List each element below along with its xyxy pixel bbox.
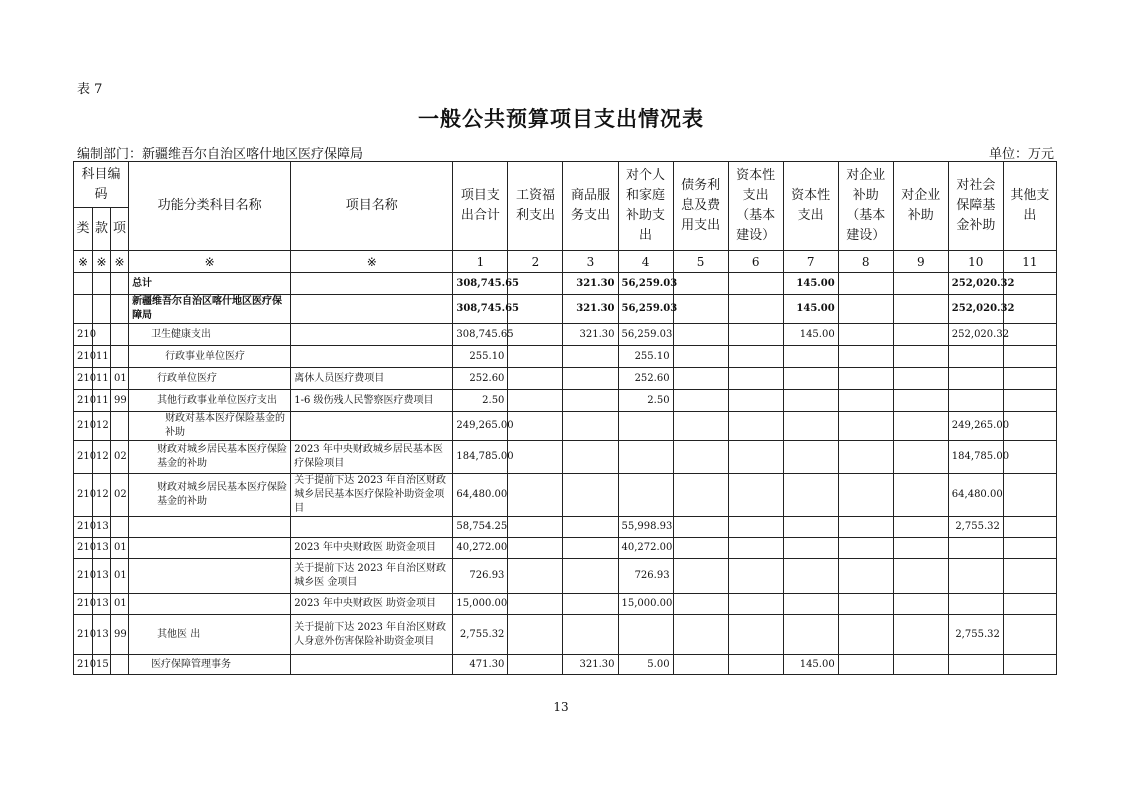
cell-lei: 210 xyxy=(74,441,93,474)
cell-social-security: 2,755.32 xyxy=(948,615,1003,655)
cell-enterprise xyxy=(893,474,948,517)
cell-enterprise xyxy=(893,594,948,615)
cell-func-name: 其他医 出 xyxy=(129,615,291,655)
cell-xiang xyxy=(111,412,129,441)
cell-debt xyxy=(673,368,728,390)
cell-project: 2023 年中央财政城乡居民基本医疗保险项目 xyxy=(291,441,453,474)
cell-xiang: 99 xyxy=(111,615,129,655)
cell-salary xyxy=(508,390,563,412)
cell-total: 471.30 xyxy=(453,655,508,675)
cell-debt xyxy=(673,324,728,346)
cell-debt xyxy=(673,273,728,295)
cell-kuan: 13 xyxy=(93,538,111,559)
marker-cell: 4 xyxy=(618,251,673,273)
marker-cell: 10 xyxy=(948,251,1003,273)
cell-kuan: 13 xyxy=(93,559,111,594)
cell-salary xyxy=(508,412,563,441)
cell-other xyxy=(1003,594,1056,615)
cell-debt xyxy=(673,346,728,368)
cell-func-name: 卫生健康支出 xyxy=(129,324,291,346)
cell-total: 58,754.25 xyxy=(453,517,508,538)
cell-project xyxy=(291,517,453,538)
cell-project xyxy=(291,324,453,346)
table-number: 表 7 xyxy=(77,82,103,97)
cell-total: 40,272.00 xyxy=(453,538,508,559)
cell-total: 15,000.00 xyxy=(453,594,508,615)
expenditure-table xyxy=(73,161,1057,675)
cell-goods xyxy=(563,559,618,594)
page-title: 一般公共预算项目支出情况表 xyxy=(418,106,704,131)
cell-other xyxy=(1003,474,1056,517)
cell-enterprise-construction xyxy=(838,295,893,324)
cell-goods xyxy=(563,441,618,474)
cell-enterprise xyxy=(893,615,948,655)
cell-enterprise-construction xyxy=(838,390,893,412)
cell-enterprise xyxy=(893,412,948,441)
cell-salary xyxy=(508,324,563,346)
cell-other xyxy=(1003,517,1056,538)
cell-total: 2,755.32 xyxy=(453,615,508,655)
table-row xyxy=(74,295,1057,324)
cell-project: 2023 年中央财政医 助资金项目 xyxy=(291,538,453,559)
cell-social-security: 252,020.32 xyxy=(948,324,1003,346)
table-row xyxy=(74,346,1057,368)
cell-kuan xyxy=(93,295,111,324)
marker-cell: 6 xyxy=(728,251,783,273)
cell-lei: 210 xyxy=(74,346,93,368)
cell-other xyxy=(1003,390,1056,412)
cell-capital xyxy=(783,538,838,559)
cell-household: 56,259.03 xyxy=(618,295,673,324)
cell-lei: 210 xyxy=(74,368,93,390)
cell-salary xyxy=(508,441,563,474)
cell-project: 关于提前下达 2023 年自治区财政城乡居民基本医疗保险补助资金项目 xyxy=(291,474,453,517)
cell-project xyxy=(291,655,453,675)
cell-func-name: 行政单位医疗 xyxy=(129,368,291,390)
cell-goods xyxy=(563,538,618,559)
cell-capital-construction xyxy=(728,368,783,390)
cell-other xyxy=(1003,655,1056,675)
cell-capital: 145.00 xyxy=(783,655,838,675)
cell-capital xyxy=(783,594,838,615)
cell-total: 726.93 xyxy=(453,559,508,594)
cell-debt xyxy=(673,594,728,615)
cell-enterprise-construction xyxy=(838,655,893,675)
cell-other xyxy=(1003,368,1056,390)
cell-household: 252.60 xyxy=(618,368,673,390)
cell-capital xyxy=(783,390,838,412)
cell-social-security: 252,020.32 xyxy=(948,273,1003,295)
cell-enterprise-construction xyxy=(838,594,893,615)
cell-other xyxy=(1003,559,1056,594)
cell-capital-construction xyxy=(728,324,783,346)
table-row xyxy=(74,273,1057,295)
cell-kuan: 15 xyxy=(93,655,111,675)
cell-debt xyxy=(673,295,728,324)
cell-kuan: 11 xyxy=(93,346,111,368)
cell-capital xyxy=(783,517,838,538)
cell-project: 关于提前下达 2023 年自治区财政人身意外伤害保险补助资金项目 xyxy=(291,615,453,655)
cell-goods xyxy=(563,517,618,538)
cell-capital: 145.00 xyxy=(783,273,838,295)
cell-kuan: 12 xyxy=(93,474,111,517)
cell-enterprise xyxy=(893,390,948,412)
cell-goods: 321.30 xyxy=(563,324,618,346)
cell-capital xyxy=(783,368,838,390)
cell-goods xyxy=(563,368,618,390)
table-row xyxy=(74,368,1057,390)
cell-xiang xyxy=(111,517,129,538)
header-household-subsidy: 对个人和家庭补助支出 xyxy=(618,162,673,251)
table-row xyxy=(74,412,1057,441)
cell-capital-construction xyxy=(728,295,783,324)
header-kuan: 款 xyxy=(93,208,111,251)
cell-goods xyxy=(563,474,618,517)
cell-xiang: 02 xyxy=(111,474,129,517)
department-label: 编制部门：新疆维吾尔自治区喀什地区医疗保障局 xyxy=(77,147,364,162)
cell-debt xyxy=(673,412,728,441)
cell-goods xyxy=(563,390,618,412)
cell-xiang: 01 xyxy=(111,559,129,594)
cell-social-security xyxy=(948,390,1003,412)
cell-project: 关于提前下达 2023 年自治区财政城乡医 金项目 xyxy=(291,559,453,594)
cell-capital-construction xyxy=(728,517,783,538)
cell-salary xyxy=(508,368,563,390)
cell-social-security xyxy=(948,538,1003,559)
cell-capital-construction xyxy=(728,441,783,474)
cell-social-security xyxy=(948,368,1003,390)
cell-capital: 145.00 xyxy=(783,295,838,324)
cell-capital-construction xyxy=(728,615,783,655)
cell-project xyxy=(291,412,453,441)
cell-enterprise-construction xyxy=(838,368,893,390)
cell-total: 308,745.65 xyxy=(453,273,508,295)
cell-lei: 210 xyxy=(74,412,93,441)
cell-enterprise xyxy=(893,655,948,675)
header-capital: 资本性支出 xyxy=(783,162,838,251)
header-goods-services: 商品服务支出 xyxy=(563,162,618,251)
cell-func-name: 财政对城乡居民基本医疗保险基金的补助 xyxy=(129,474,291,517)
cell-xiang xyxy=(111,324,129,346)
table-row xyxy=(74,474,1057,517)
cell-household: 40,272.00 xyxy=(618,538,673,559)
page-number: 13 xyxy=(553,700,569,714)
marker-cell: 8 xyxy=(838,251,893,273)
cell-debt xyxy=(673,441,728,474)
cell-total: 64,480.00 xyxy=(453,474,508,517)
cell-capital-construction xyxy=(728,538,783,559)
cell-enterprise xyxy=(893,559,948,594)
cell-household: 5.00 xyxy=(618,655,673,675)
cell-debt xyxy=(673,655,728,675)
cell-project: 2023 年中央财政医 助资金项目 xyxy=(291,594,453,615)
cell-total: 252.60 xyxy=(453,368,508,390)
table-row xyxy=(74,615,1057,655)
cell-xiang: 01 xyxy=(111,538,129,559)
header-code-group: 科目编码 xyxy=(74,162,129,208)
cell-xiang: 01 xyxy=(111,368,129,390)
cell-lei: 210 xyxy=(74,538,93,559)
marker-cell: 3 xyxy=(563,251,618,273)
cell-goods xyxy=(563,594,618,615)
cell-enterprise xyxy=(893,324,948,346)
table-row xyxy=(74,559,1057,594)
cell-enterprise-construction xyxy=(838,538,893,559)
cell-debt xyxy=(673,390,728,412)
cell-salary xyxy=(508,615,563,655)
cell-enterprise-construction xyxy=(838,412,893,441)
header-salary: 工资福利支出 xyxy=(508,162,563,251)
header-xiang: 项 xyxy=(111,208,129,251)
cell-capital-construction xyxy=(728,474,783,517)
cell-xiang: 02 xyxy=(111,441,129,474)
table-row xyxy=(74,538,1057,559)
header-total: 项目支出合计 xyxy=(453,162,508,251)
cell-social-security xyxy=(948,559,1003,594)
marker-cell: ※ xyxy=(291,251,453,273)
cell-social-security xyxy=(948,655,1003,675)
cell-social-security xyxy=(948,594,1003,615)
cell-func-name xyxy=(129,559,291,594)
cell-kuan: 13 xyxy=(93,594,111,615)
cell-capital-construction xyxy=(728,559,783,594)
header-debt-interest: 债务利息及费用支出 xyxy=(673,162,728,251)
cell-func-name: 总计 xyxy=(129,273,291,295)
cell-lei: 210 xyxy=(74,594,93,615)
cell-social-security: 252,020.32 xyxy=(948,295,1003,324)
table-row xyxy=(74,390,1057,412)
cell-capital-construction xyxy=(728,412,783,441)
cell-func-name: 医疗保障管理事务 xyxy=(129,655,291,675)
cell-func-name: 新疆维吾尔自治区喀什地区医疗保障局 xyxy=(129,295,291,324)
cell-capital xyxy=(783,615,838,655)
cell-func-name: 行政事业单位医疗 xyxy=(129,346,291,368)
cell-capital-construction xyxy=(728,273,783,295)
cell-household: 56,259.03 xyxy=(618,273,673,295)
cell-total: 308,745.65 xyxy=(453,324,508,346)
cell-enterprise-construction xyxy=(838,517,893,538)
header-lei: 类 xyxy=(74,208,93,251)
cell-salary xyxy=(508,559,563,594)
cell-salary xyxy=(508,594,563,615)
cell-func-name xyxy=(129,517,291,538)
cell-other xyxy=(1003,412,1056,441)
cell-debt xyxy=(673,517,728,538)
cell-enterprise xyxy=(893,346,948,368)
header-project-name: 项目名称 xyxy=(291,162,453,251)
cell-enterprise-construction xyxy=(838,615,893,655)
cell-lei: 210 xyxy=(74,559,93,594)
cell-household: 726.93 xyxy=(618,559,673,594)
cell-social-security: 249,265.00 xyxy=(948,412,1003,441)
table-row xyxy=(74,517,1057,538)
cell-salary xyxy=(508,538,563,559)
cell-xiang xyxy=(111,295,129,324)
cell-enterprise xyxy=(893,368,948,390)
cell-salary xyxy=(508,474,563,517)
cell-enterprise xyxy=(893,273,948,295)
marker-cell: 9 xyxy=(893,251,948,273)
cell-project xyxy=(291,273,453,295)
marker-cell: ※ xyxy=(93,251,111,273)
cell-func-name: 财政对基本医疗保险基金的补助 xyxy=(129,412,291,441)
cell-enterprise-construction xyxy=(838,324,893,346)
cell-enterprise xyxy=(893,517,948,538)
cell-social-security: 64,480.00 xyxy=(948,474,1003,517)
cell-kuan: 13 xyxy=(93,615,111,655)
cell-goods: 321.30 xyxy=(563,273,618,295)
cell-lei xyxy=(74,273,93,295)
cell-total: 249,265.00 xyxy=(453,412,508,441)
cell-enterprise-construction xyxy=(838,559,893,594)
cell-household: 56,259.03 xyxy=(618,324,673,346)
cell-kuan: 11 xyxy=(93,390,111,412)
marker-cell: ※ xyxy=(129,251,291,273)
cell-household xyxy=(618,474,673,517)
cell-other xyxy=(1003,615,1056,655)
table-row xyxy=(74,655,1057,675)
cell-debt xyxy=(673,474,728,517)
cell-capital xyxy=(783,346,838,368)
cell-xiang xyxy=(111,655,129,675)
marker-cell: 2 xyxy=(508,251,563,273)
unit-label: 单位：万元 xyxy=(988,147,1054,162)
cell-enterprise xyxy=(893,538,948,559)
cell-debt xyxy=(673,538,728,559)
cell-total: 184,785.00 xyxy=(453,441,508,474)
cell-kuan xyxy=(93,273,111,295)
cell-capital: 145.00 xyxy=(783,324,838,346)
cell-func-name xyxy=(129,594,291,615)
cell-project: 离休人员医疗费项目 xyxy=(291,368,453,390)
cell-xiang: 99 xyxy=(111,390,129,412)
cell-enterprise-construction xyxy=(838,441,893,474)
cell-xiang xyxy=(111,346,129,368)
marker-cell: 7 xyxy=(783,251,838,273)
cell-debt xyxy=(673,559,728,594)
table-row xyxy=(74,441,1057,474)
cell-total: 255.10 xyxy=(453,346,508,368)
cell-capital xyxy=(783,441,838,474)
cell-enterprise-construction xyxy=(838,273,893,295)
cell-capital-construction xyxy=(728,655,783,675)
table-row xyxy=(74,594,1057,615)
cell-household: 255.10 xyxy=(618,346,673,368)
cell-project xyxy=(291,346,453,368)
cell-func-name: 其他行政事业单位医疗支出 xyxy=(129,390,291,412)
cell-lei: 210 xyxy=(74,517,93,538)
cell-social-security: 2,755.32 xyxy=(948,517,1003,538)
cell-household xyxy=(618,615,673,655)
header-enterprise-subsidy: 对企业补助 xyxy=(893,162,948,251)
cell-kuan: 12 xyxy=(93,412,111,441)
cell-salary xyxy=(508,517,563,538)
cell-salary xyxy=(508,655,563,675)
cell-xiang xyxy=(111,273,129,295)
marker-cell: 1 xyxy=(453,251,508,273)
cell-lei: 210 xyxy=(74,324,93,346)
cell-goods: 321.30 xyxy=(563,295,618,324)
cell-kuan: 11 xyxy=(93,368,111,390)
cell-lei: 210 xyxy=(74,615,93,655)
cell-lei: 210 xyxy=(74,474,93,517)
cell-enterprise xyxy=(893,441,948,474)
cell-household: 55,998.93 xyxy=(618,517,673,538)
cell-project: 1-6 级伤残人民警察医疗费项目 xyxy=(291,390,453,412)
cell-household xyxy=(618,441,673,474)
cell-kuan: 12 xyxy=(93,441,111,474)
cell-kuan: 13 xyxy=(93,517,111,538)
cell-capital-construction xyxy=(728,390,783,412)
cell-total: 2.50 xyxy=(453,390,508,412)
cell-goods xyxy=(563,412,618,441)
marker-row xyxy=(74,251,1057,273)
cell-household: 15,000.00 xyxy=(618,594,673,615)
header-capital-construction: 资本性支出（基本建设） xyxy=(728,162,783,251)
marker-cell: ※ xyxy=(74,251,93,273)
cell-salary xyxy=(508,346,563,368)
header-other: 其他支出 xyxy=(1003,162,1056,251)
header-enterprise-construction: 对企业补助（基本建设） xyxy=(838,162,893,251)
cell-goods xyxy=(563,346,618,368)
cell-total: 308,745.65 xyxy=(453,295,508,324)
cell-household xyxy=(618,412,673,441)
cell-enterprise-construction xyxy=(838,474,893,517)
cell-capital xyxy=(783,474,838,517)
cell-lei xyxy=(74,295,93,324)
cell-xiang: 01 xyxy=(111,594,129,615)
cell-enterprise-construction xyxy=(838,346,893,368)
cell-household: 2.50 xyxy=(618,390,673,412)
cell-func-name xyxy=(129,538,291,559)
marker-cell: ※ xyxy=(111,251,129,273)
cell-other xyxy=(1003,324,1056,346)
cell-social-security: 184,785.00 xyxy=(948,441,1003,474)
cell-lei: 210 xyxy=(74,655,93,675)
header-social-security: 对社会保障基金补助 xyxy=(948,162,1003,251)
cell-capital-construction xyxy=(728,594,783,615)
cell-other xyxy=(1003,346,1056,368)
cell-lei: 210 xyxy=(74,390,93,412)
cell-enterprise xyxy=(893,295,948,324)
table-row xyxy=(74,324,1057,346)
cell-project xyxy=(291,295,453,324)
header-func-name: 功能分类科目名称 xyxy=(129,162,291,251)
cell-goods xyxy=(563,615,618,655)
cell-debt xyxy=(673,615,728,655)
cell-capital xyxy=(783,412,838,441)
cell-capital xyxy=(783,559,838,594)
cell-social-security xyxy=(948,346,1003,368)
marker-cell: 5 xyxy=(673,251,728,273)
marker-cell: 11 xyxy=(1003,251,1056,273)
cell-other xyxy=(1003,538,1056,559)
cell-other xyxy=(1003,441,1056,474)
cell-func-name: 财政对城乡居民基本医疗保险基金的补助 xyxy=(129,441,291,474)
cell-goods: 321.30 xyxy=(563,655,618,675)
cell-capital-construction xyxy=(728,346,783,368)
